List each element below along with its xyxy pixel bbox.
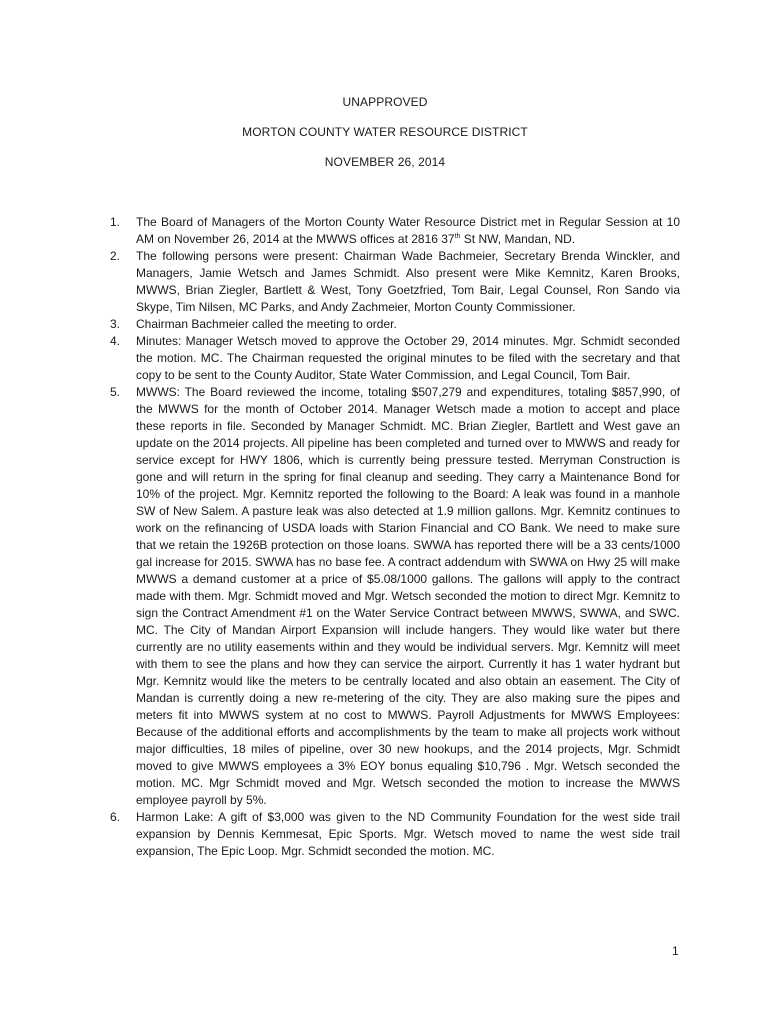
minutes-item-5: [110, 384, 680, 809]
meeting-date: NOVEMBER 26, 2014: [324, 155, 446, 169]
item-text: MWWS: The Board reviewed the income, totaling $507,279 and expenditures, totaling $857,990, of the MWWS for the month of October 2014. Manager Wetsch made a motion to accept and place these reports in file. Seconded by Manager Schmidt. MC. Brian Ziegler, Bartlett and West gave an update on the 2014 projects. All pipeline has been completed and turned over to MWWS and ready for service except for HWY 1806, which is currently being pressure tested. Merryman Construction is gone and will return in the spring for final cleanup and seeding. They carry a Maintenance Bond for 10% of the project. Mgr. Kemnitz reported the following to the Board: A leak was found in a manhole SW of New Salem. A pasture leak was also detected at 1.9 million gallons. Mgr. Kemnitz continues to work on the refinancing of USDA loads with Starion Financial and CO Bank. We need to make sure that we retain the 1926B protection on those loans. SWWA has reported there will be a 33 cents/1000 gal increase for 2015. SWWA has no base fee. A contract addendum with SWWA on Hwy 25 will make MWWS a demand customer at a price of $5.08/1000 gallons. The gallons will apply to the contract made with them. Mgr. Schmidt moved and Mgr. Wetsch seconded the motion to direct Mgr. Kemnitz to sign the Contract Amendment #1 on the Water Service Contract between MWWS, SWWA, and SWC. MC. The City of Mandan Airport Expansion will include hangers. They would like water but there currently are no utility easements within and they would be individual servers. Mgr. Kemnitz will meet with them to see the plans and how they can service the airport. Currently it has 1 water hydrant but Mgr. Kemnitz would like the meters to be centrally located and also obtain an easement. The City of Mandan is currently doing a new re-metering of the city. They are also making sure the pipes and meters fit into MWWS system at no cost to MWWS. Payroll Adjustments for MWWS Employees: Because of the additional efforts and accomplishments by the team to make all projects work without major difficulties, 18 miles of pipeline, over 30 new hookups, and the 2014 projects, Mgr. Schmidt moved to give MWWS employees a 3% EOY bonus equaling $10,796 . Mgr. Wetsch seconded the motion. MC. Mgr Schmidt moved and Mgr. Wetsch seconded the motion to increase the MWWS employee payroll by 5%.: [136, 385, 680, 807]
page-number: 1: [672, 944, 679, 958]
item-number: 6.: [110, 810, 121, 824]
item-number: 1.: [110, 215, 121, 229]
item-text: Harmon Lake: A gift of $3,000 was given to the ND Community Foundation for the west side trail expansion by Dennis Kemmesat, Epic Sports. Mgr. Wetsch moved to name the west side trail expansion, The Epic Loop. Mgr. Schmidt seconded the motion. MC.: [136, 810, 680, 858]
minutes-item-3: [110, 316, 680, 333]
item-text: Chairman Bachmeier called the meeting to order.: [136, 317, 397, 331]
item-text: Minutes: Manager Wetsch moved to approve the October 29, 2014 minutes. Mgr. Schmidt seconded the motion. MC. The Chairman requested the original minutes to be filed with the secretary and that copy to be sent to the County Auditor, State Water Commission, and Legal Council, Tom Bair.: [136, 334, 680, 382]
item-text-continued: St NW, Mandan, ND.: [460, 232, 576, 246]
item-number: 4.: [110, 334, 121, 348]
minutes-item-1: [110, 214, 680, 248]
minutes-item-6: [110, 809, 680, 860]
item-number: 2.: [110, 249, 121, 263]
minutes-list: [110, 214, 680, 860]
minutes-item-4: [110, 333, 680, 384]
item-number: 5.: [110, 385, 121, 399]
minutes-item-2: [110, 248, 680, 316]
document-status: UNAPPROVED: [342, 95, 428, 109]
item-text: The Board of Managers of the Morton County Water Resource District met in Regular Session at 10 AM on November 26, 2014 at the MWWS offices at 2816 37: [136, 215, 680, 246]
item-text: The following persons were present: Chairman Wade Bachmeier, Secretary Brenda Winckler, and Managers, Jamie Wetsch and James Schmidt. Also present were Mike Kemnitz, Karen Brooks, MWWS, Brian Ziegler, Bartlett & West, Tony Goetzfried, Tom Bair, Legal Counsel, Ron Sando via Skype, Tim Nilsen, MC Parks, and Andy Zachmeier, Morton County Commissioner.: [136, 249, 680, 314]
item-number: 3.: [110, 317, 121, 331]
organization-title: MORTON COUNTY WATER RESOURCE DISTRICT: [242, 125, 528, 139]
item-superscript: th: [454, 233, 461, 240]
